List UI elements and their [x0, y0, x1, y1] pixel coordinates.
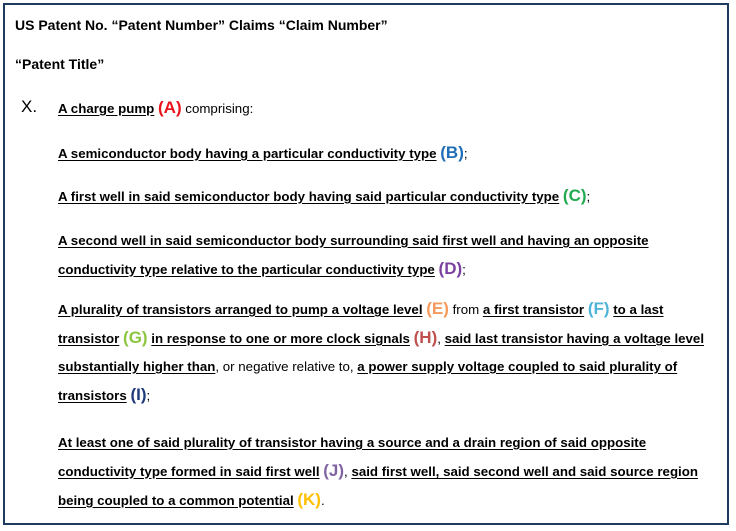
- element-label-c: (C): [562, 186, 587, 205]
- element-text: in response to one or more clock signals: [151, 331, 410, 346]
- element-text: A charge pump: [58, 101, 155, 116]
- claim-number: X.: [21, 97, 38, 116]
- element-text: said last transistor having a voltage level substantially higher than: [58, 331, 705, 374]
- connector-text: ,: [437, 331, 445, 346]
- connector-text: ;: [146, 388, 151, 403]
- element-label-i: (I): [130, 385, 147, 404]
- claim-element-f: [58, 429, 724, 515]
- claim-preamble: [58, 94, 724, 123]
- element-label-d: (D): [438, 259, 463, 278]
- element-label-a: (A): [158, 98, 182, 117]
- element-label-g: (G): [123, 328, 148, 347]
- claim-element-e: [58, 295, 724, 410]
- element-label-f: (F): [587, 299, 610, 318]
- element-text: A semiconductor body having a particular conductivity type: [58, 146, 437, 161]
- element-text: a first transistor: [482, 302, 585, 317]
- document-frame: [3, 3, 729, 525]
- element-text: said first well, said second well and said source region being coupled to a common potential: [58, 464, 699, 508]
- element-text: to a last transistor: [58, 302, 664, 346]
- element-text: a power supply voltage coupled to said plurality of transistors: [58, 359, 678, 403]
- patent-number-line: US Patent No. “Patent Number” Claims “Claim Number”: [15, 17, 388, 33]
- connector-text: , or negative relative to,: [215, 359, 358, 374]
- connector-text: comprising:: [181, 101, 254, 116]
- connector-text: .: [320, 493, 325, 508]
- connector-text: from: [448, 302, 483, 317]
- claim-element-b: [58, 139, 724, 168]
- connector-text: ;: [463, 146, 468, 161]
- element-label-k: (K): [297, 490, 321, 509]
- element-text: A second well in said semiconductor body surrounding said first well and having an opposite conductivity type relative to the particular conductivity type: [58, 233, 649, 277]
- claim-element-c: [58, 182, 724, 211]
- connector-text: ,: [344, 464, 352, 479]
- claim-element-d: [58, 227, 724, 284]
- element-label-e: (E): [426, 299, 449, 318]
- connector-text: ;: [462, 262, 466, 277]
- element-text: A plurality of transistors arranged to pump a voltage level: [58, 302, 423, 317]
- element-label-j: (J): [323, 461, 345, 480]
- element-text: At least one of said plurality of transistor having a source and a drain region of said opposite conductivity type formed in said first well: [58, 435, 647, 479]
- connector-text: ;: [586, 189, 591, 204]
- element-label-b: (B): [440, 143, 464, 162]
- element-label-h: (H): [413, 328, 438, 347]
- element-text: A first well in said semiconductor body having said particular conductivity type: [58, 189, 560, 204]
- patent-title-line: “Patent Title”: [15, 56, 105, 72]
